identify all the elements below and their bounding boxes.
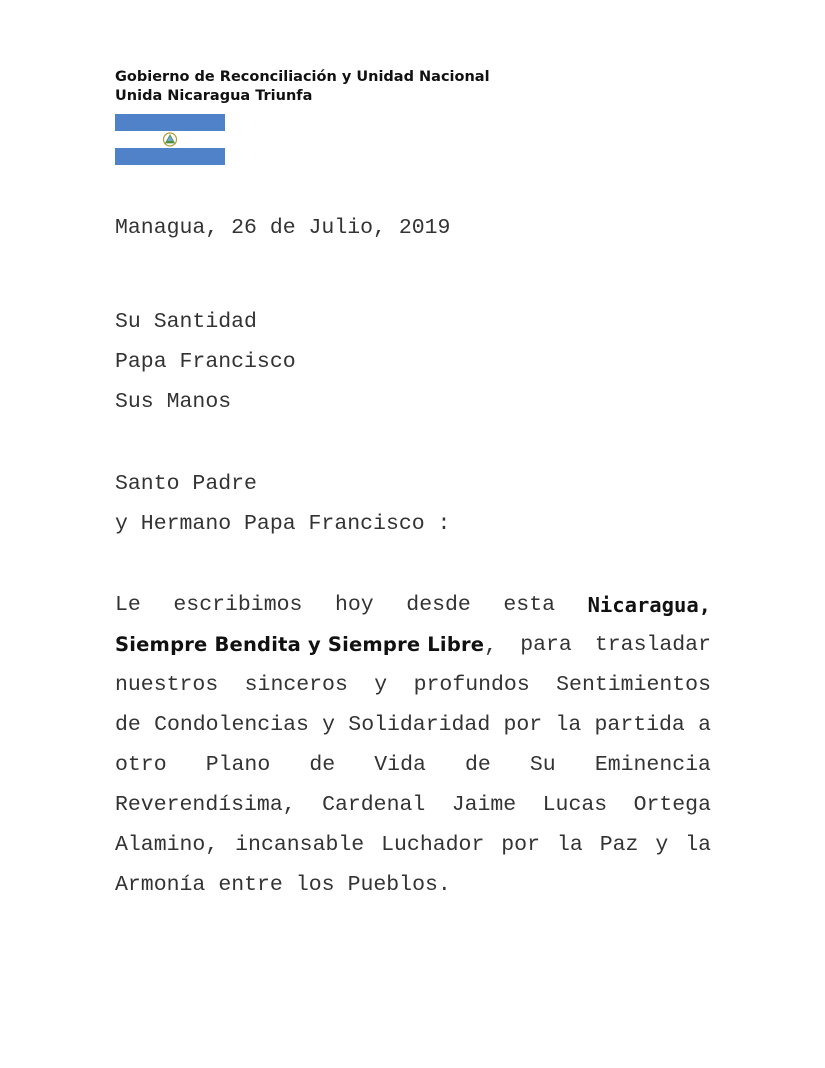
nicaragua-flag-icon [115, 114, 225, 165]
body-row-5: otro Plano de Vida de Su Eminencia [115, 753, 711, 777]
bold-nicaragua: Nicaragua, [587, 593, 711, 617]
letterhead [115, 68, 490, 106]
salutation-line-2: y Hermano Papa Francisco : [115, 512, 451, 536]
body-row-8: Armonía entre los Pueblos. [115, 873, 451, 897]
body-row-2: Siempre Bendita y Siempre Libre, para trasladar [115, 633, 711, 658]
recipient-name: Papa Francisco [115, 350, 296, 374]
letterhead-slogan: Unida Nicaragua Triunfa [115, 88, 313, 104]
letter-date: Managua, 26 de Julio, 2019 [115, 216, 451, 240]
flag-bottom-band [115, 148, 225, 165]
body-row-6: Reverendísima, Cardenal Jaime Lucas Ortega [115, 793, 711, 817]
body-row-4: de Condolencias y Solidaridad por la partida a [115, 713, 711, 737]
letterhead-government: Gobierno de Reconciliación y Unidad Nacional [115, 69, 490, 85]
recipient-block [115, 302, 296, 422]
recipient-title: Su Santidad [115, 310, 257, 334]
flag-top-band [115, 114, 225, 131]
salutation-line-1: Santo Padre [115, 472, 257, 496]
bold-motto: Siempre Bendita y Siempre Libre [115, 633, 485, 656]
body-paragraph [115, 585, 711, 905]
coat-of-arms-icon [162, 132, 178, 147]
salutation-block [115, 464, 450, 544]
body-row-3: nuestros sinceros y profundos Sentimientos [115, 673, 711, 697]
recipient-delivery: Sus Manos [115, 390, 232, 414]
body-row-7: Alamino, incansable Luchador por la Paz y la [115, 833, 711, 857]
body-row-1: Le escribimos hoy desde esta Nicaragua, [115, 585, 711, 625]
